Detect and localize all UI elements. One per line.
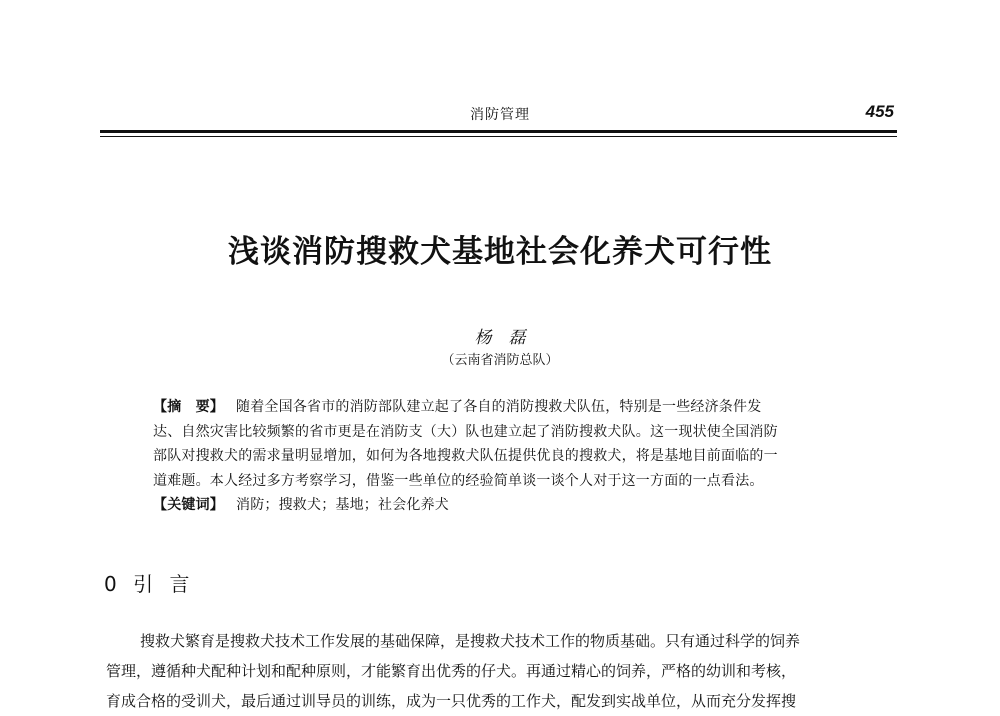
header-rule-thin [100, 136, 897, 137]
header-rule-thick [100, 130, 897, 133]
keywords-text: 消防；搜救犬；基地；社会化养犬 [236, 497, 449, 513]
page-number: 455 [865, 102, 894, 121]
article-title: 浅谈消防搜救犬基地社会化养犬可行性 [228, 234, 772, 270]
abstract-line [153, 395, 853, 420]
keywords-line [153, 493, 853, 518]
author-name: 杨 磊 [474, 328, 526, 348]
body-paragraph [106, 626, 901, 716]
body-line: 管理，遵循种犬配种计划和配种原则，才能繁育出优秀的仔犬。再通过精心的饲养，严格的幼训和考核， [106, 662, 797, 680]
section-heading: 0 引 言 [104, 572, 195, 596]
abstract-text: 随着全国各省市的消防部队建立起了各自的消防搜救犬队伍，特别是一些经济条件发 [236, 399, 762, 415]
body-line: 搜救犬繁育是搜救犬技术工作发展的基础保障，是搜救犬技术工作的物质基础。只有通过科学的饲养 [140, 632, 801, 650]
abstract-line: 道难题。本人经过多方考察学习，借鉴一些单位的经验简单谈一谈个人对于这一方面的一点看法。 [153, 472, 764, 489]
abstract-line: 达、自然灾害比较频繁的省市更是在消防支（大）队也建立起了消防搜救犬队。这一现状使全国消防 [153, 423, 778, 440]
abstract-block [153, 395, 853, 518]
running-head-title: 消防管理 [470, 107, 530, 123]
abstract-label: 【摘 要】 [153, 399, 224, 415]
keywords-label: 【关键词】 [153, 497, 224, 513]
author-affiliation: （云南省消防总队） [441, 353, 559, 368]
abstract-line: 部队对搜救犬的需求量明显增加，如何为各地搜救犬队伍提供优良的搜救犬，将是基地目前面临的一 [153, 448, 778, 464]
body-line: 育成合格的受训犬，最后通过训导员的训练，成为一只优秀的工作犬，配发到实战单位，从而充分发挥搜 [106, 692, 797, 710]
